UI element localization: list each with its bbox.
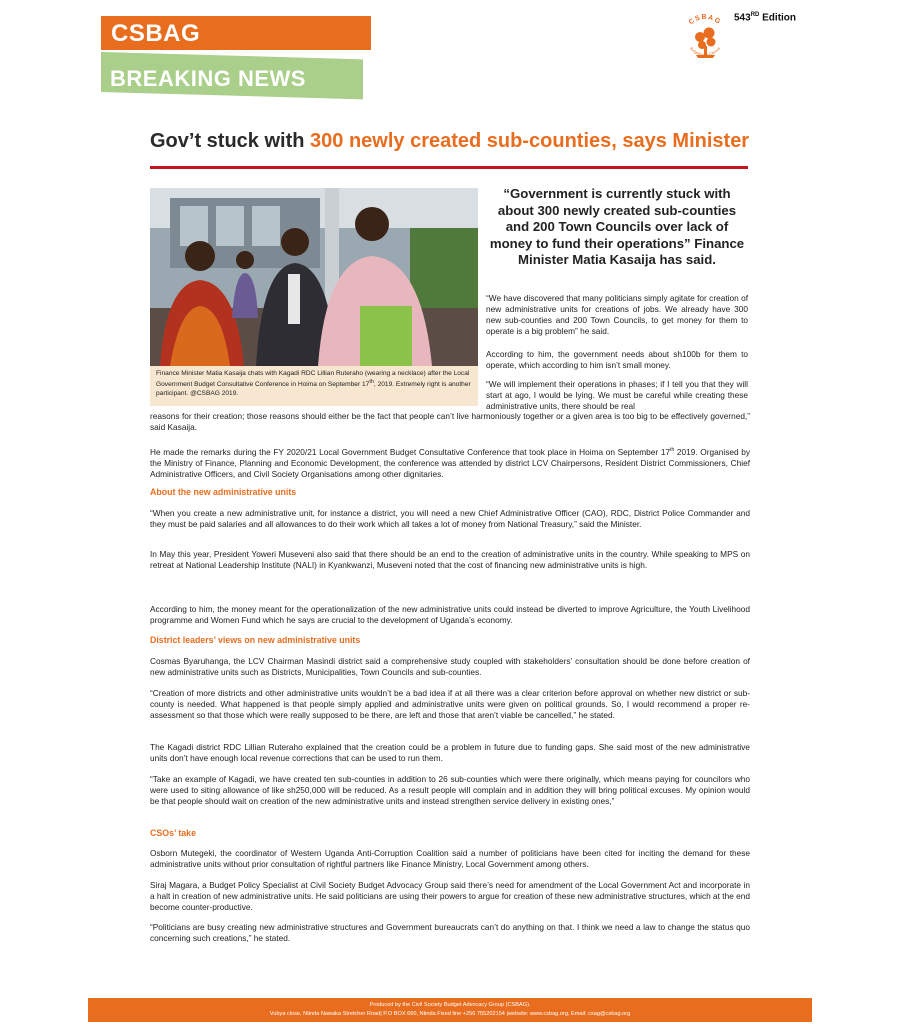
headline-highlight: 300 newly created sub-counties, says Minister xyxy=(310,130,750,152)
article-paragraph: “Creation of more districts and other administrative units wouldn’t be a bad idea if at all there was a clear criterion before approval on whether new district or sub-county is needed. What happened is that people simply applied and administrative units were given on political grounds. So, I would recommend a proper re-assessment so that those which were really supposed to be there, are left and those that aren’t viable be cancelled,” he stated. xyxy=(150,688,750,720)
brand-bar xyxy=(101,16,371,50)
footer-bar xyxy=(88,998,812,1022)
article-paragraph: “Politicians are busy creating new administrative structures and Government bureaucrats can’t do anything on that. I think we need a law to change the status quo concerning such creations,” he stated. xyxy=(150,922,750,943)
photo-illustration xyxy=(150,188,478,366)
edition-suffix: RD xyxy=(750,12,760,18)
article-paragraph: The Kagadi district RDC Lillian Ruteraho explained that the creation could be a problem in future due to funding gaps. She said most of the new administrative units don’t have enough local revenue corrections that can be used to run them. xyxy=(150,742,750,763)
caption-text-end: , 2019. Extremely right is another participant. @CSBAG 2019. xyxy=(156,381,471,398)
paragraph-text: He made the remarks during the FY 2020/21 Local Government Budget Consultative Conference that took place in Hoima on September 17 xyxy=(150,446,671,457)
breaking-news-banner xyxy=(101,52,363,99)
article-paragraph: According to him, the government needs about sh100b for them to operate, which according to him isn’t small money. xyxy=(486,349,748,370)
footer-contact: Vubya close, Ntinda Nawaka Stretcher Road| P.O BOX 660, Ntinda Fixed line +256 755202154 |website: www.csbag.org, Email: csag@csbag.org xyxy=(269,1010,631,1017)
caption-text: Finance Minister Matia Kasaija chats with Kagadi RDC Lillian Ruteraho (wearing a necklace) after the Local Government Budget Consultative Conference in Hoima on September 17 xyxy=(156,370,470,389)
footer-producer: Produced by the Civil Society Budget Advocacy Group (CSBAG). xyxy=(369,1002,531,1008)
caption-sup: th xyxy=(369,379,374,385)
article-paragraph: Cosmas Byaruhanga, the LCV Chairman Masindi district said a comprehensive study coupled with stakeholders’ consultation should be done before creation of new administrative units such as Districts, Municipalities, Town Councils and sub-counties. xyxy=(150,656,750,677)
article-photo xyxy=(150,188,478,366)
brand-name: CSBAG xyxy=(111,20,201,47)
logo-top-text: CSBAG xyxy=(687,13,723,27)
article-paragraph: reasons for their creation; those reasons should either be the fact that people can’t live harmoniously together or a given area is too big to be effectively governed,” said Kasaija. xyxy=(150,411,750,432)
article-paragraph: Osborn Mutegeki, the coordinator of Western Uganda Anti-Corruption Coalition said a number of politicians have been cited for inciting the demand for these administrative units without prior consultation of rightful partners like Finance Ministry, Local Government among others. xyxy=(150,848,750,869)
pull-quote: “Government is currently stuck with about 300 newly created sub-counties and 200 Town Councils over lack of money to fund their operations” Finance Minister Matia Kasaija has said. xyxy=(489,186,745,267)
edition-word: Edition xyxy=(759,12,797,24)
csbag-logo-icon xyxy=(678,10,732,66)
page-title xyxy=(150,130,760,153)
article-paragraph: “Take an example of Kagadi, we have created ten sub-counties in addition to 26 sub-counties which were there originally, which means paying for councilors who were used to siting allowance of like sh250,000 will be reduced. As a result people will complain and in addition they will bring political excuses. My opinion would be that people should wait on creation of the new administrative units and instead strengthen service delivery in existing ones,” xyxy=(150,774,750,806)
article-paragraph xyxy=(150,445,750,480)
article-paragraph: “We will implement their operations in phases; if I tell you that they will start at ago, I would be lying. We must be careful while creating these administrative units, there should be real xyxy=(486,379,748,411)
edition-label xyxy=(734,12,796,23)
logo-bottom-text: Budgeting for Citizens xyxy=(688,46,722,57)
paragraph-sup: th xyxy=(670,447,675,453)
breaking-news-label: BREAKING NEWS xyxy=(110,65,306,91)
section-heading: District leaders’ views on new administrative units xyxy=(150,635,361,645)
section-heading: CSOs’ take xyxy=(150,828,196,838)
paragraph-text-end: 2019. Organised by the Ministry of Finance, Planning and Economic Development, the conference was attended by district LCV Chairpersons, Resident District Commissioners, Chief Administrative Officers, and Civil Society Organisations among other dignitaries. xyxy=(150,446,750,479)
photo-caption xyxy=(150,366,478,406)
headline-divider xyxy=(150,166,748,169)
svg-text:CSBAG xyxy=(688,14,722,26)
article-paragraph: Siraj Magara, a Budget Policy Specialist at Civil Society Budget Advocacy Group said there’s need for amendment of the Local Government Act and incorporate in a halt in creation of new administrative units. He said politicians are using their powers to argue for creation of these new administrative structures, which at the end become counter-productive. xyxy=(150,880,750,912)
article-paragraph: “When you create a new administrative unit, for instance a district, you will need a new Chief Administrative Officer (CAO), RDC, District Police Commander and they must be paid salaries and all allowances to do their work which all takes a lot of money from National Treasury,” said the Minister. xyxy=(150,508,750,529)
article-paragraph: “We have discovered that many politicians simply agitate for creation of new administrative units for creations of jobs. We already have 300 new sub-counties and 200 Town Councils, to get money for them to operate is a big problem” he said. xyxy=(486,293,748,336)
edition-number: 543 xyxy=(734,12,751,24)
article-paragraph: According to him, the money meant for the operationalization of the new administrative units could instead be diverted to improve Agriculture, the Youth Livelihood programme and Women Fund which he says are crucial to the development of Uganda’s economy. xyxy=(150,604,750,625)
section-heading: About the new administrative units xyxy=(150,487,297,497)
article-paragraph: In May this year, President Yoweri Museveni also said that there should be an end to the creation of administrative units in the country. While speaking to MPS on retreat at National Leadership Institute (NALI) in Kyankwanzi, Museveni noted that the cost of financing new administrative units is high. xyxy=(150,549,750,570)
headline-lead: Gov’t stuck with xyxy=(150,130,311,152)
